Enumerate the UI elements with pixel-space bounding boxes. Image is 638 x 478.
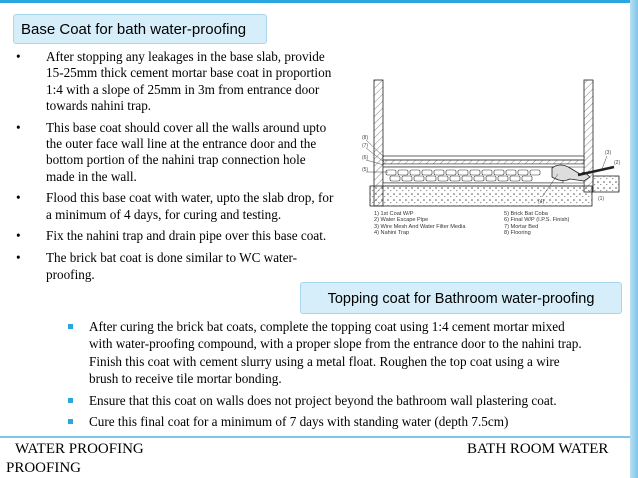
svg-text:(4): (4) [538, 199, 545, 205]
svg-text:(8): (8) [362, 135, 369, 141]
base-coat-bullets [12, 49, 348, 288]
diagram-legend-left: 1) 1st Coat W/P 2) Water Escape Pipe 3) Wire Mesh And Water Filter Media 4) Nahini Trap [374, 211, 466, 236]
square-bullet-icon [68, 324, 73, 329]
list-item: Ensure that this coat on walls does not project beyond the bathroom wall plastering coat. [60, 392, 625, 409]
list-item: After curing the brick bat coats, complete the topping coat using 1:4 cement mortar mixed with water-proofing compound, with a proper slope from the entrance door to the nahini trap. Finish this coat with cement slurry using a metal float. Roughen the top coat using a wire brush to receive tile mortar bonding. [60, 318, 625, 388]
list-item: • Flood this base coat with water, upto the slab drop, for a minimum of 4 days, for curing and testing. [16, 190, 334, 222]
outer-slab [593, 176, 619, 192]
svg-text:(2): (2) [614, 160, 621, 166]
footer-wrap-text: PROOFING [6, 460, 82, 476]
bullet-icon: • [16, 228, 21, 244]
flooring-layer [383, 156, 584, 160]
square-bullet-icon [68, 398, 73, 403]
svg-text:(1): (1) [598, 196, 605, 202]
slide-title: Base Coat for bath water-proofing [13, 14, 267, 44]
svg-text:(7): (7) [362, 143, 369, 149]
square-bullet-icon [68, 419, 73, 424]
list-item: Cure this final coat for a minimum of 7 days with standing water (depth 7.5cm) [60, 413, 625, 430]
list-item: • After stopping any leakages in the base slab, provide 15-25mm thick cement mortar base coat in proportion 1:4 with a slope of 25mm in 3m from entrance door towards nahini trap. [16, 49, 332, 113]
bullet-icon: • [16, 250, 21, 266]
right-decorative-bar [630, 0, 638, 478]
mortar-bed-layer [383, 160, 584, 164]
topping-coat-heading: Topping coat for Bathroom water-proofing [300, 282, 622, 314]
list-item: • Fix the nahini trap and drain pipe over this base coat. [16, 228, 327, 244]
topping-coat-bullets [60, 318, 625, 434]
list-item: • The brick bat coat is done similar to WC water- proofing. [16, 250, 298, 282]
diagram-legend-right: 5) Brick Bat Coba 6) Final W/P (I.P.S. Finish) 7) Mortar Bed 8) Flooring [504, 211, 570, 236]
bathroom-waterproofing-diagram [362, 72, 624, 250]
bullet-icon: • [16, 49, 21, 64]
base-slab [370, 186, 592, 206]
footer-divider [0, 436, 630, 438]
svg-text:(5): (5) [362, 167, 369, 173]
footer-right-text: BATH ROOM WATER [467, 441, 609, 457]
svg-text:(3): (3) [605, 150, 612, 156]
footer-left-text: WATER PROOFING [15, 441, 144, 457]
bullet-icon: • [16, 190, 21, 206]
top-accent-line [0, 0, 638, 3]
bullet-icon: • [16, 119, 21, 135]
drain-pipe [578, 167, 614, 175]
first-coat-wp [383, 183, 584, 186]
list-item: • This base coat should cover all the walls around upto the outer face wall line at the entrance door and the bottom portion of the nahini trap connection hole made in the wall. [16, 119, 327, 184]
svg-text:(6): (6) [362, 155, 369, 161]
